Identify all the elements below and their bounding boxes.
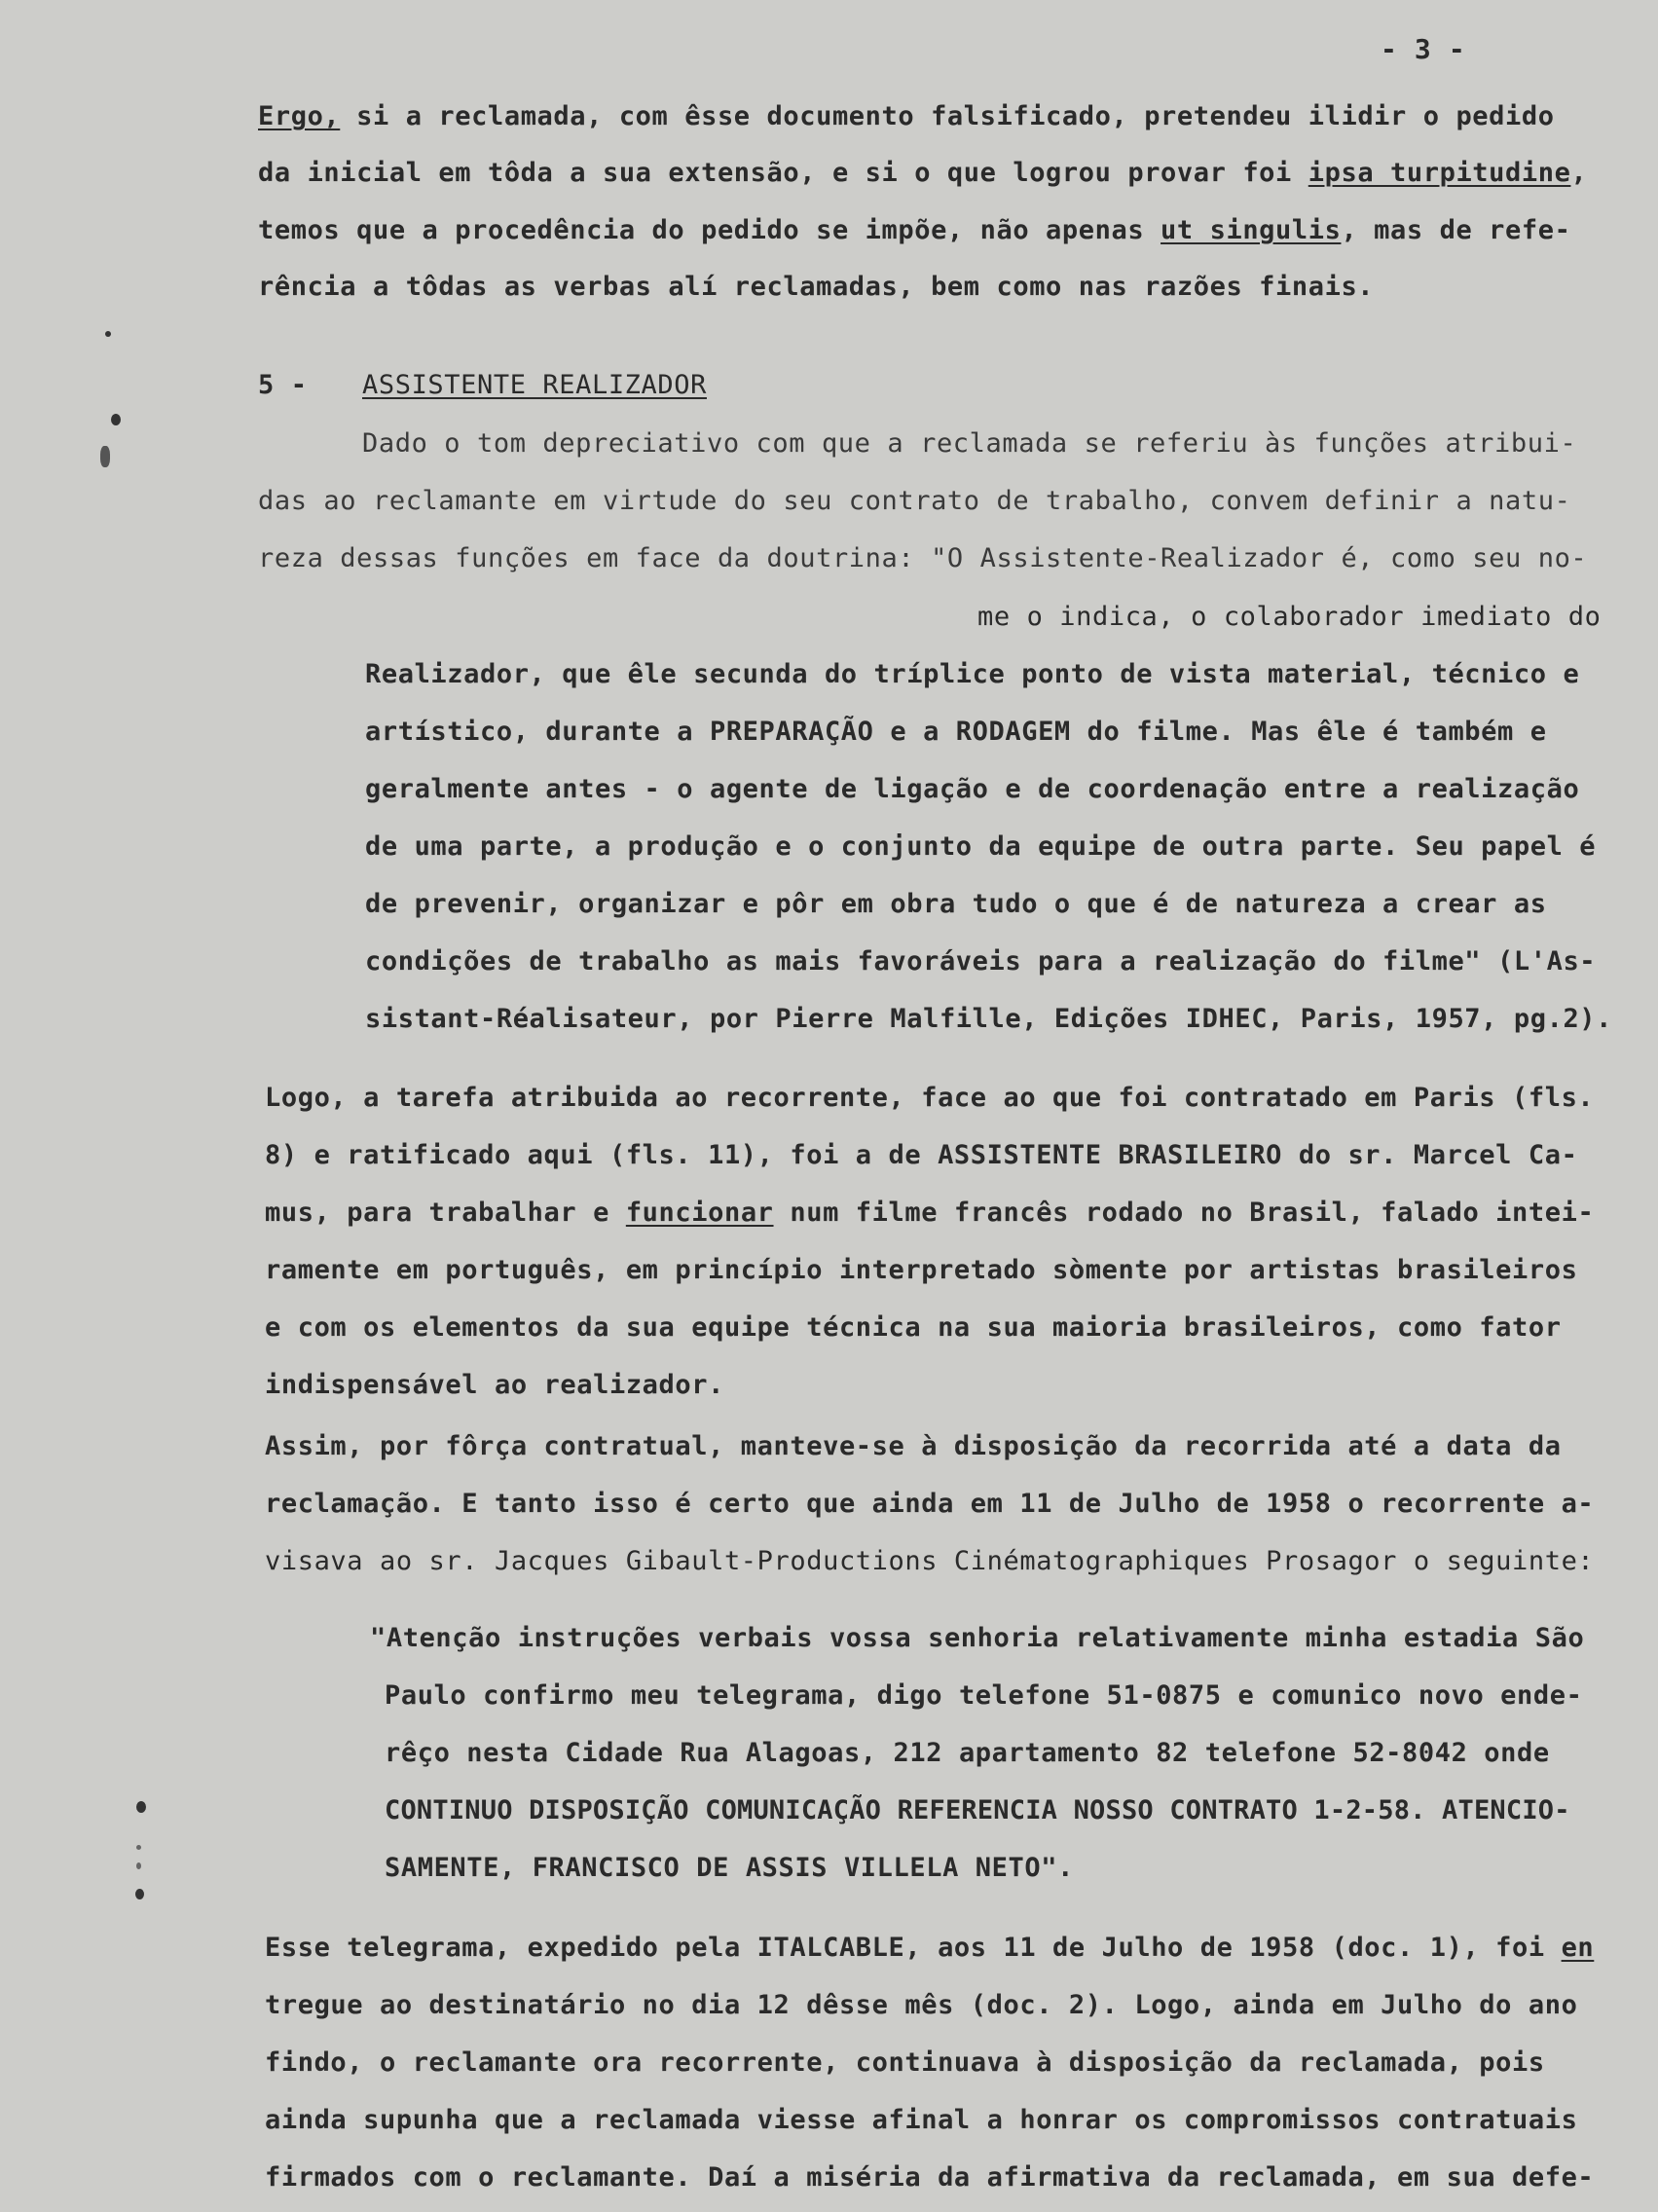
quote-line1: me o indica, o colaborador imediato do (977, 602, 1602, 632)
para3-line3-end: num filme francês rodado no Brasil, falado intei- (773, 1198, 1595, 1228)
para3-line2: 8) e ratificado aqui (fls. 11), foi a de ASSISTENTE BRASILEIRO do sr. Marcel Ca- (265, 1140, 1578, 1170)
para5-line5: firmados com o reclamante. Daí a miséria da afirmativa da reclamada, em sua defe- (265, 2162, 1595, 2193)
margin-speck (111, 414, 121, 425)
para4-line3: visava ao sr. Jacques Gibault-Productions Cinématographiques Prosagor o seguinte: (265, 1546, 1595, 1576)
telegram-line5: SAMENTE, FRANCISCO DE ASSIS VILLELA NETO". (385, 1853, 1074, 1883)
para5-line2: tregue ao destinatário no dia 12 dêsse mês (doc. 2). Logo, ainda em Julho do ano (265, 1990, 1578, 2020)
para1-line1-text: si a reclamada, com êsse documento falsificado, pretendeu ilidir o pedido (340, 101, 1555, 131)
quote-line7: condições de trabalho as mais favoráveis para a realização do filme" (L'As- (365, 946, 1597, 977)
section-number: 5 - (258, 370, 308, 400)
telegram-line3: rêço nesta Cidade Rua Alagoas, 212 apartamento 82 telefone 52-8042 onde (385, 1738, 1550, 1768)
para1-line3-end: , mas de refe- (1341, 215, 1571, 245)
ipsa-turpitudine: ipsa turpitudine (1308, 158, 1571, 188)
para5-line1 (265, 1933, 1594, 1963)
para1-line2 (258, 158, 1587, 188)
para3-line4: ramente em português, em princípio interpretado sòmente por artistas brasileiros (265, 1255, 1578, 1285)
para1-line1 (258, 101, 1555, 131)
quote-line5: de uma parte, a produção e o conjunto da equipe de outra parte. Seu papel é (365, 831, 1597, 862)
para3-line6: indispensável ao realizador. (265, 1370, 724, 1400)
para2-line2: das ao reclamante em virtude do seu contrato de trabalho, convem definir a natu- (258, 486, 1571, 516)
margin-speck (136, 1862, 141, 1869)
page-number: - 3 - (1381, 33, 1466, 65)
para4-line2: reclamação. E tanto isso é certo que ainda em 11 de Julho de 1958 o recorrente a- (265, 1489, 1595, 1519)
para3-line5: e com os elementos da sua equipe técnica na sua maioria brasileiros, como fator (265, 1312, 1562, 1343)
para5-line1-text: Esse telegrama, expedido pela ITALCABLE, aos 11 de Julho de 1958 (doc. 1), foi (265, 1933, 1562, 1963)
para4-line1: Assim, por fôrça contratual, manteve-se à disposição da recorrida até a data da (265, 1431, 1562, 1461)
para1-line3-text: temos que a procedência do pedido se impõe, não apenas (258, 215, 1161, 245)
telegram-line4: CONTINUO DISPOSIÇÃO COMUNICAÇÃO REFERENCIA NOSSO CONTRATO 1-2-58. ATENCIO- (385, 1795, 1570, 1825)
margin-speck (135, 1889, 144, 1899)
para3-line1: Logo, a tarefa atribuida ao recorrente, face ao que foi contratado em Paris (fls. (265, 1083, 1595, 1113)
para2-line1: Dado o tom depreciativo com que a reclamada se referiu às funções atribui- (362, 428, 1577, 459)
margin-speck (136, 1845, 141, 1850)
para1-line4: rência a tôdas as verbas alí reclamadas, bem como nas razões finais. (258, 272, 1375, 302)
margin-speck (136, 1801, 146, 1813)
quote-line4: geralmente antes - o agente de ligação e de coordenação entre a realização (365, 774, 1580, 804)
para1-line3 (258, 215, 1570, 245)
margin-speck (100, 446, 110, 467)
en-word: en (1561, 1933, 1595, 1963)
para3-line3 (265, 1198, 1594, 1228)
para1-line2-end: , (1570, 158, 1588, 188)
quote-line8: sistant-Réalisateur, por Pierre Malfille, Edições IDHEC, Paris, 1957, pg.2). (365, 1004, 1613, 1034)
para3-line3-text: mus, para trabalhar e (265, 1198, 626, 1228)
ergo-word: Ergo, (258, 101, 341, 131)
para5-line4: ainda supunha que a reclamada viesse afinal a honrar os compromissos contratuais (265, 2105, 1578, 2135)
quote-line3: artístico, durante a PREPARAÇÃO e a RODAGEM do filme. Mas êle é também e (365, 717, 1547, 747)
para2-line3: reza dessas funções em face da doutrina: "O Assistente-Realizador é, como seu no- (258, 543, 1588, 573)
margin-speck (105, 331, 111, 337)
funcionar-word: funcionar (625, 1198, 774, 1228)
ut-singulis: ut singulis (1161, 215, 1342, 245)
quote-line2: Realizador, que êle secunda do tríplice ponto de vista material, técnico e (365, 659, 1580, 689)
telegram-line2: Paulo confirmo meu telegrama, digo telefone 51-0875 e comunico novo ende- (385, 1680, 1583, 1711)
para5-line3: findo, o reclamante ora recorrente, continuava à disposição da reclamada, pois (265, 2047, 1545, 2078)
quote-line6: de prevenir, organizar e pôr em obra tudo o que é de natureza a crear as (365, 889, 1547, 919)
para1-line2-text: da inicial em tôda a sua extensão, e si o que logrou provar foi (258, 158, 1308, 188)
telegram-line1: "Atenção instruções verbais vossa senhoria relativamente minha estadia São (370, 1623, 1585, 1653)
section-heading: ASSISTENTE REALIZADOR (362, 370, 707, 400)
